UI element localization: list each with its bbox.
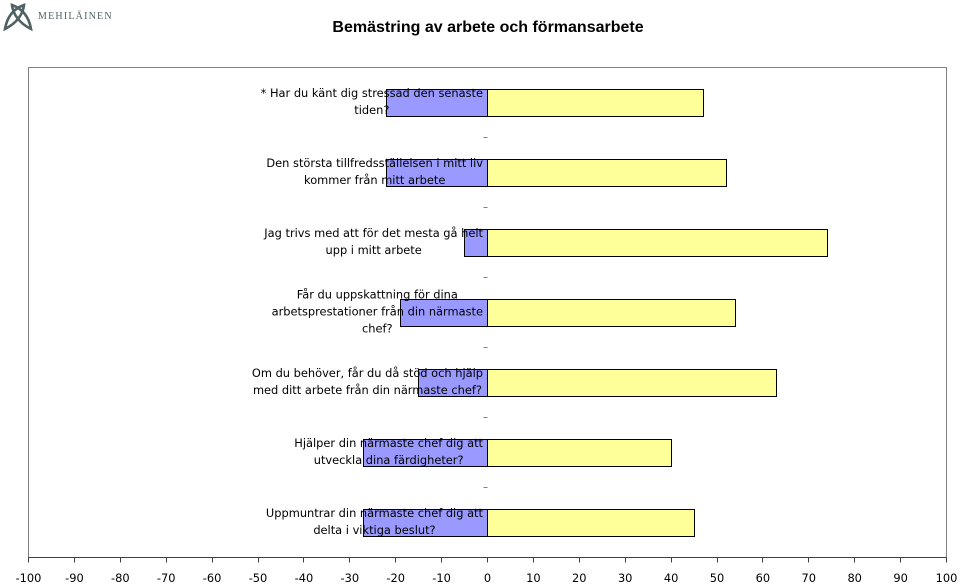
- x-tick-label: 80: [847, 571, 862, 584]
- bar-positive-4: [488, 300, 736, 327]
- x-tick-label: -90: [65, 571, 84, 584]
- bar-positive-5: [488, 370, 777, 397]
- x-tick-label: 10: [526, 571, 541, 584]
- x-tick-label: -10: [432, 571, 451, 584]
- x-tick-label: 0: [483, 571, 492, 584]
- x-tick-label: -40: [294, 571, 314, 584]
- x-tick-label: 40: [663, 571, 679, 584]
- category-label-7: Uppmuntrar din närmaste chef dig att delta i viktiga beslut?: [265, 505, 483, 537]
- x-tick-label: 50: [709, 571, 725, 584]
- x-tick-label: 100: [935, 571, 958, 584]
- bar-positive-3: [488, 230, 828, 257]
- x-tick-label: -20: [386, 571, 405, 584]
- x-tick-label: 20: [572, 571, 587, 584]
- x-tick-label: -30: [340, 571, 360, 584]
- bar-positive-1: [488, 90, 704, 117]
- x-tick-label: 70: [801, 571, 817, 584]
- x-tick-label: -70: [156, 571, 176, 584]
- x-tick-label: -50: [248, 571, 268, 584]
- chart-title: Bemästring av arbete och förmansarbete: [332, 19, 644, 36]
- bar-positive-6: [488, 440, 672, 467]
- category-label-1: * Har du känt dig stressad den senaste tiden?: [260, 85, 483, 117]
- x-tick-label: -100: [15, 571, 42, 584]
- bar-positive-2: [488, 160, 727, 187]
- x-tick-label: -60: [202, 571, 222, 584]
- category-label-4: Får du uppskattning för dina arbetsprestationer från din närmaste chef?: [271, 287, 483, 335]
- x-tick-label: -80: [110, 571, 130, 584]
- bar-positive-7: [488, 510, 695, 537]
- category-label-2: Den största tillfredsställelsen i mitt liv kommer från mitt arbete: [266, 155, 483, 187]
- logo-wordmark: MEHILÄINEN: [38, 11, 113, 22]
- x-tick-label: 90: [893, 571, 908, 584]
- category-label-6: Hjälper din närmaste chef dig att utveckla dina färdigheter?: [294, 435, 483, 467]
- category-label-3: Jag trivs med att för det mesta gå helt upp i mitt arbete: [264, 225, 483, 257]
- x-tick-label: 60: [755, 571, 771, 584]
- category-label-5: Om du behöver, får du då stöd och hjälp med ditt arbete från din närmaste chef?: [251, 365, 483, 397]
- x-tick-label: 30: [617, 571, 633, 584]
